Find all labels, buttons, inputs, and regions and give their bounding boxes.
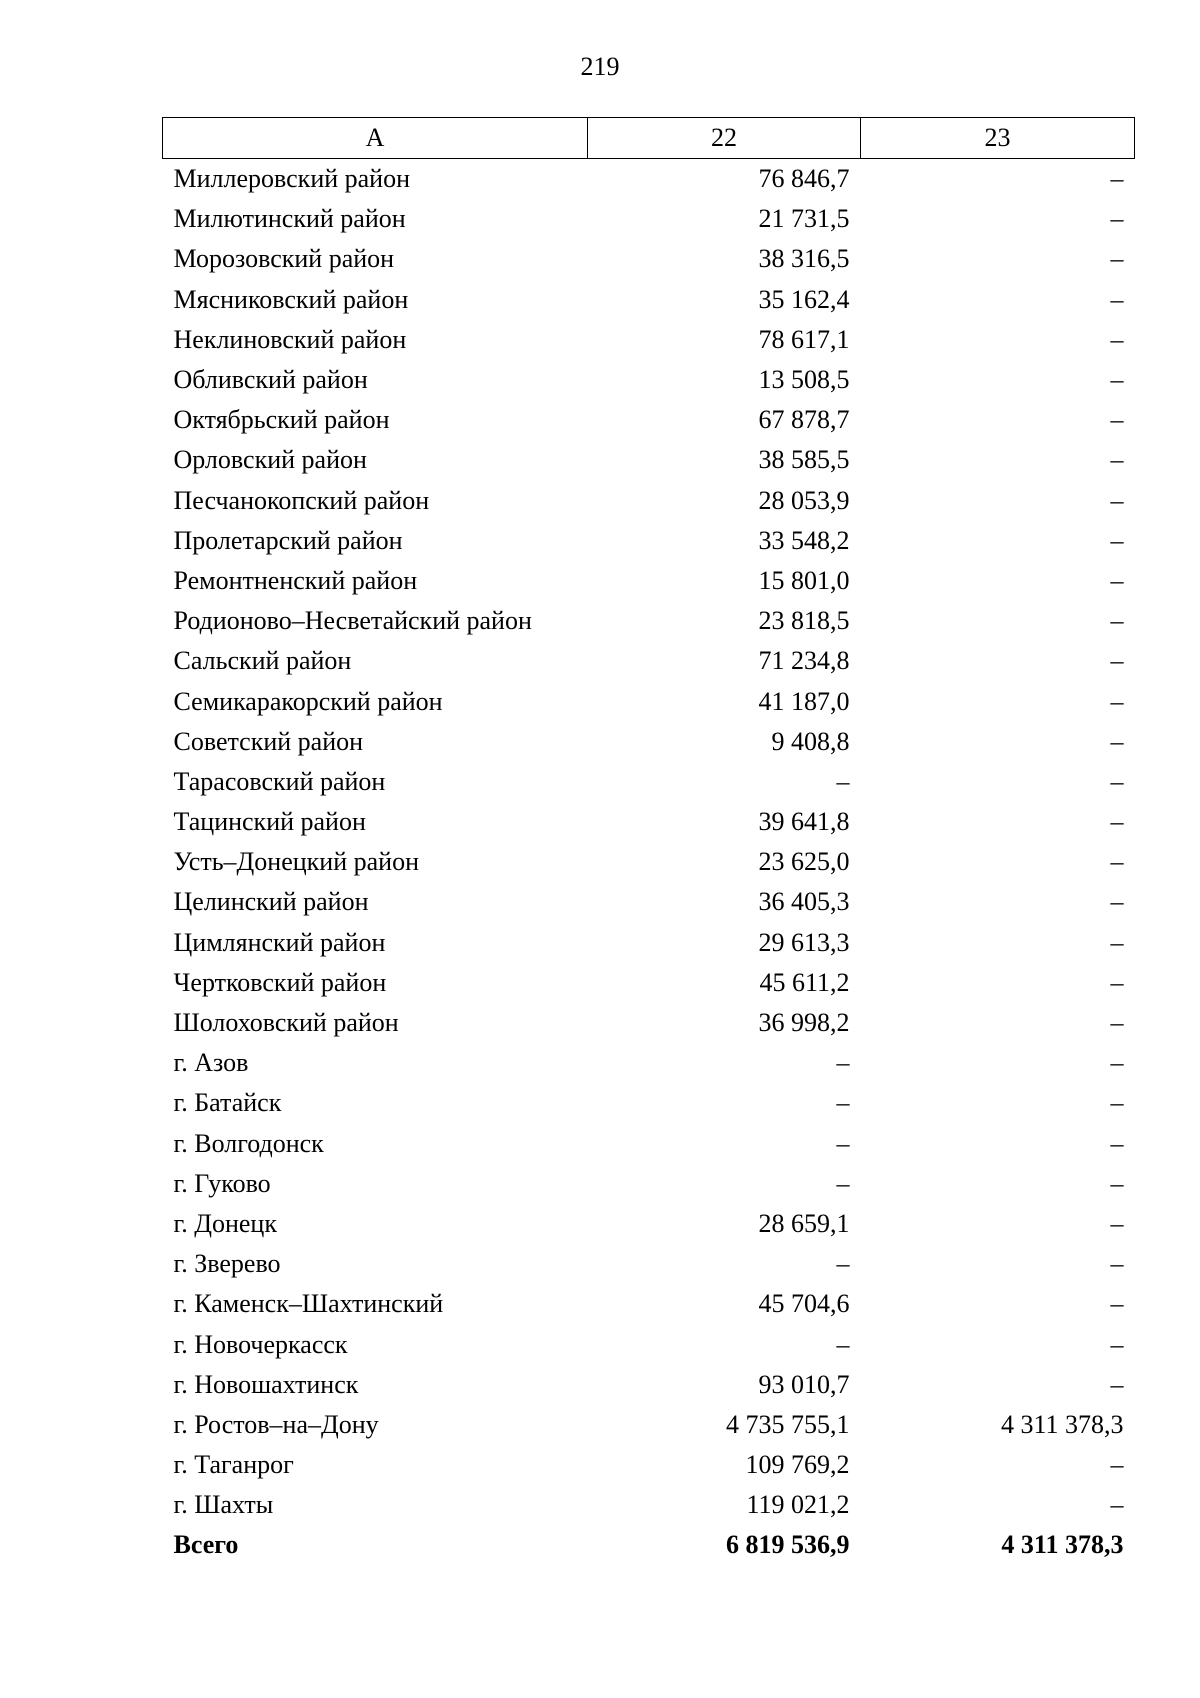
cell-col-23: 4 311 378,3	[1001, 1530, 1124, 1560]
table-row	[163, 842, 1135, 882]
cell-name: г. Волгодонск	[173, 1128, 324, 1158]
cell-name: Мясниковский район	[173, 284, 409, 314]
cell-col-23: –	[1110, 766, 1124, 796]
cell-col-22: 9 408,8	[771, 726, 850, 756]
cell-name: Родионово–Несветайский район	[173, 606, 532, 636]
cell-col-23: –	[1110, 525, 1124, 555]
cell-col-23: –	[1110, 204, 1124, 234]
cell-name: Цимлянский район	[173, 927, 386, 957]
cell-col-23: –	[1110, 1329, 1124, 1359]
cell-col-23: –	[1110, 1450, 1124, 1480]
cell-col-23: –	[1110, 565, 1124, 595]
table-row	[163, 280, 1135, 320]
cell-name: Миллеровский район	[173, 164, 411, 194]
cell-name: г. Батайск	[173, 1088, 282, 1118]
cell-col-22: –	[836, 1329, 850, 1359]
table-row	[163, 1485, 1135, 1525]
cell-name: г. Ростов–на–Дону	[173, 1409, 379, 1439]
header-row	[163, 118, 1135, 159]
table-row	[163, 481, 1135, 521]
page-number: 219	[580, 52, 620, 81]
cell-name: Пролетарский район	[173, 525, 403, 555]
cell-col-23: –	[1110, 726, 1124, 756]
table-row	[163, 923, 1135, 963]
cell-col-23: –	[1110, 1249, 1124, 1279]
column-header-22: 22	[588, 118, 861, 159]
cell-col-22: 33 548,2	[758, 525, 850, 555]
table-row	[163, 762, 1135, 802]
cell-col-23: –	[1110, 927, 1124, 957]
cell-col-22: 119 021,2	[746, 1490, 850, 1520]
table-row	[163, 400, 1135, 440]
cell-col-23: –	[1110, 405, 1124, 435]
cell-name: Ремонтненский район	[173, 565, 418, 595]
table-row	[163, 440, 1135, 480]
cell-name: Морозовский район	[173, 244, 395, 274]
table-row	[163, 1164, 1135, 1204]
cell-col-22: –	[836, 1249, 850, 1279]
cell-name: Обливский район	[173, 365, 368, 395]
cell-col-22: 109 769,2	[745, 1450, 850, 1480]
cell-col-23: –	[1110, 1128, 1124, 1158]
cell-col-23: –	[1110, 485, 1124, 515]
cell-col-23: –	[1110, 1048, 1124, 1078]
cell-col-22: –	[836, 1048, 850, 1078]
cell-col-23: –	[1110, 1369, 1124, 1399]
cell-name: Семикаракорский район	[173, 686, 443, 716]
cell-col-22: 21 731,5	[758, 204, 850, 234]
table-row	[163, 521, 1135, 561]
cell-name: Усть–Донецкий район	[173, 847, 419, 877]
cell-col-23: –	[1110, 365, 1124, 395]
cell-col-23: 4 311 378,3	[1000, 1409, 1124, 1439]
cell-col-22: 35 162,4	[758, 284, 850, 314]
cell-col-23: –	[1110, 1168, 1124, 1198]
cell-col-23: –	[1110, 1490, 1124, 1520]
table-row	[163, 601, 1135, 641]
cell-name: Неклиновский район	[173, 324, 407, 354]
cell-name: Целинский район	[173, 887, 369, 917]
table-row	[163, 722, 1135, 762]
cell-name: Орловский район	[173, 445, 367, 475]
cell-col-23: –	[1110, 1289, 1124, 1319]
table-row	[163, 1124, 1135, 1164]
cell-col-22: 71 234,8	[758, 646, 850, 676]
cell-col-22: 39 641,8	[758, 807, 850, 837]
cell-col-22: 93 010,7	[758, 1369, 850, 1399]
cell-col-22: 6 819 536,9	[726, 1530, 850, 1560]
table-row	[163, 1324, 1135, 1364]
column-header-23: 23	[861, 118, 1135, 159]
cell-col-23: –	[1110, 646, 1124, 676]
total-row	[163, 1525, 1135, 1565]
table-row	[163, 681, 1135, 721]
cell-col-23: –	[1110, 847, 1124, 877]
cell-col-22: 45 611,2	[759, 967, 850, 997]
cell-name: Чертковский район	[173, 967, 387, 997]
cell-col-22: 36 405,3	[758, 887, 850, 917]
table-row	[163, 1083, 1135, 1123]
cell-name: г. Азов	[173, 1048, 249, 1078]
table-row	[163, 159, 1135, 200]
table-row	[163, 320, 1135, 360]
cell-name: Тацинский район	[173, 807, 366, 837]
cell-col-23: –	[1110, 244, 1124, 274]
cell-col-23: –	[1110, 1208, 1124, 1238]
cell-name: Тарасовский район	[173, 766, 386, 796]
cell-name: Песчанокопский район	[173, 485, 430, 515]
column-header-a: А	[163, 118, 588, 159]
table-row	[163, 802, 1135, 842]
table-header	[163, 118, 1135, 159]
cell-col-23: –	[1110, 1008, 1124, 1038]
cell-col-23: –	[1110, 324, 1124, 354]
cell-col-22: 23 818,5	[758, 606, 850, 636]
table-row	[163, 641, 1135, 681]
cell-name: г. Зверево	[173, 1249, 281, 1279]
cell-col-23: –	[1110, 967, 1124, 997]
cell-col-23: –	[1110, 445, 1124, 475]
cell-name: г. Каменск–Шахтинский	[173, 1289, 444, 1319]
cell-col-22: –	[836, 1168, 850, 1198]
cell-col-22: 4 735 755,1	[726, 1409, 850, 1439]
data-table	[162, 117, 1135, 1566]
cell-col-22: 23 625,0	[758, 847, 850, 877]
cell-col-23: –	[1110, 1088, 1124, 1118]
table-row	[163, 1445, 1135, 1485]
table-row	[163, 1405, 1135, 1445]
table-row	[163, 882, 1135, 922]
cell-col-23: –	[1110, 807, 1124, 837]
cell-col-22: 67 878,7	[758, 405, 850, 435]
table-row	[163, 1003, 1135, 1043]
table-row	[163, 1284, 1135, 1324]
cell-name: г. Новочеркасск	[173, 1329, 348, 1359]
cell-name: Сальский район	[173, 646, 352, 676]
cell-name: г. Шахты	[173, 1490, 274, 1520]
table-row	[163, 199, 1135, 239]
table-row	[163, 360, 1135, 400]
cell-col-22: –	[836, 1088, 850, 1118]
cell-col-23: –	[1110, 686, 1124, 716]
cell-name: Советский район	[173, 726, 364, 756]
cell-col-22: 29 613,3	[758, 927, 850, 957]
table-row	[163, 561, 1135, 601]
table-row	[163, 1365, 1135, 1405]
cell-name: г. Гуково	[173, 1168, 271, 1198]
cell-col-22: 15 801,0	[758, 565, 850, 595]
cell-name: Октябрьский район	[173, 405, 390, 435]
cell-col-22: 28 659,1	[758, 1208, 850, 1238]
cell-col-22: 76 846,7	[758, 164, 850, 194]
cell-col-22: 28 053,9	[758, 485, 850, 515]
cell-col-22: 78 617,1	[758, 324, 850, 354]
cell-col-23: –	[1110, 164, 1124, 194]
cell-col-22: 41 187,0	[758, 686, 850, 716]
cell-name: г. Новошахтинск	[173, 1369, 359, 1399]
cell-col-22: 36 998,2	[758, 1008, 850, 1038]
cell-col-22: –	[836, 1128, 850, 1158]
cell-name: г. Донецк	[173, 1208, 277, 1238]
cell-col-22: 38 585,5	[758, 445, 850, 475]
cell-col-23: –	[1110, 284, 1124, 314]
cell-name: Всего	[173, 1530, 239, 1560]
table-row	[163, 1043, 1135, 1083]
cell-name: Милютинский район	[173, 204, 406, 234]
cell-col-22: 45 704,6	[758, 1289, 850, 1319]
cell-col-22: –	[836, 766, 850, 796]
table-row	[163, 1204, 1135, 1244]
cell-name: г. Таганрог	[173, 1450, 294, 1480]
table-row	[163, 239, 1135, 279]
table-row	[163, 1244, 1135, 1284]
cell-col-23: –	[1110, 887, 1124, 917]
cell-col-22: 13 508,5	[758, 365, 850, 395]
cell-col-22: 38 316,5	[758, 244, 850, 274]
cell-name: Шолоховский район	[173, 1008, 399, 1038]
table-body	[163, 159, 1135, 1566]
cell-col-23: –	[1110, 606, 1124, 636]
table-row	[163, 963, 1135, 1003]
